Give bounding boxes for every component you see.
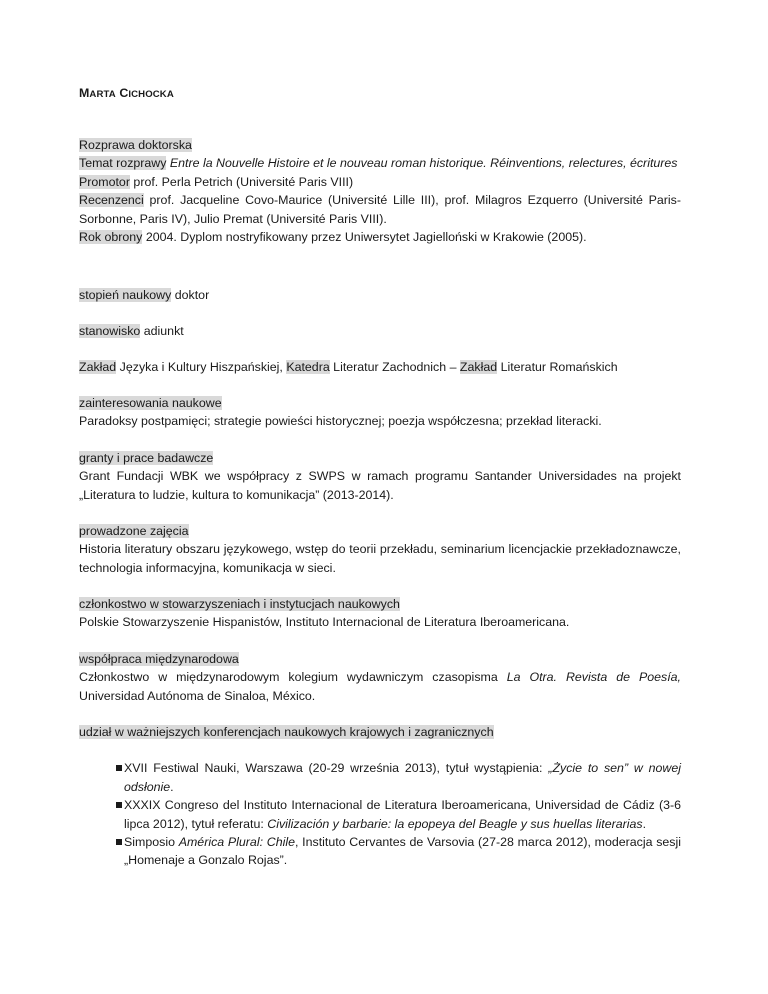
name-rest: ARTA — [89, 89, 116, 100]
conference-text: XXXIX Congreso del Instituto Internacional de Literatura Iberoamericana, Universidad de Cádiz (3-6 lipca 2012), tytuł referatu: — [124, 798, 681, 831]
defense-label: Rok obrony — [79, 230, 143, 245]
dissertation-section — [79, 136, 681, 246]
interests-text: Paradoksy postpamięci; strategie powieści historycznej; poezja współczesna; przekład literacki. — [79, 414, 602, 429]
reviewers-value: prof. Jacqueline Covo-Maurice (Université Lille III), prof. Milagros Ezquerro (Université Paris-Sorbonne, Paris IV), Julio Premat (Université Paris VIII). — [79, 193, 681, 226]
interests-section — [79, 394, 681, 431]
promotor-label: Promotor — [79, 174, 130, 189]
bullet-icon — [116, 765, 122, 771]
reviewers-label: Recenzenci — [79, 193, 144, 208]
conference-text: XVII Festiwal Nauki, Warszawa (20-29 września 2013), tytuł wystąpienia: — [124, 761, 543, 776]
classes-section — [79, 522, 681, 577]
surname-initial: C — [119, 86, 129, 100]
conference-title: Civilización y barbarie: la epopeya del Beagle y sus huellas literarias — [267, 816, 643, 831]
dissertation-heading: Rozprawa doktorska — [79, 138, 192, 152]
conference-item — [79, 759, 681, 796]
topic-value: Entre la Nouvelle Histoire et le nouveau roman historique. Réinventions, relectures, écritures — [169, 156, 678, 171]
degree-value: doktor — [174, 288, 210, 302]
conference-item — [79, 796, 681, 833]
cooperation-text-after: Universidad Autónoma de Sinaloa, México. — [79, 688, 316, 703]
topic-label: Temat rozprawy — [79, 156, 167, 171]
cooperation-heading: współpraca międzynarodowa — [79, 652, 239, 666]
unit-label-1: Zakład — [79, 360, 117, 374]
interests-heading: zainteresowania naukowe — [79, 396, 222, 410]
conferences-section — [79, 723, 681, 870]
classes-heading: prowadzone zajęcia — [79, 524, 189, 538]
conferences-heading: udział w ważniejszych konferencjach naukowych krajowych i zagranicznych — [79, 725, 494, 739]
bullet-icon — [116, 839, 122, 845]
grants-heading: granty i prace badawcze — [79, 451, 214, 465]
grants-text: Grant Fundacji WBK we współpracy z SWPS w ramach programu Santander Universidades na projekt „Literatura to ludzie, kultura to komunikacja” (2013-2014). — [79, 469, 681, 502]
grants-section — [79, 449, 681, 504]
name-initial: M — [79, 86, 90, 100]
memberships-text: Polskie Stowarzyszenie Hispanistów, Instituto Internacional de Literatura Iberoamericana. — [79, 615, 570, 630]
conference-pre: Simposio — [124, 835, 175, 850]
conference-tail: . — [170, 779, 174, 794]
surname-rest: ICHOCKA — [128, 89, 174, 100]
position-label: stanowisko — [79, 324, 141, 338]
degree-label: stopień naukowy — [79, 288, 172, 302]
degree-line — [79, 286, 681, 304]
position-value: adiunkt — [143, 324, 184, 338]
unit-text-3: Literatur Romańskich — [500, 360, 618, 374]
promotor-value: prof. Perla Petrich (Université Paris VIII) — [133, 174, 354, 189]
memberships-heading: członkostwo w stowarzyszeniach i instytucjach naukowych — [79, 597, 400, 611]
position-line — [79, 322, 681, 340]
memberships-section — [79, 595, 681, 632]
defense-value: 2004. Dyplom nostryfikowany przez Uniwersytet Jagielloński w Krakowie (2005). — [145, 230, 587, 245]
bullet-icon — [116, 802, 122, 808]
conference-title: „Życie to sen” w nowej odsłonie — [124, 761, 681, 794]
conference-item — [79, 833, 681, 870]
unit-label-3: Zakład — [459, 360, 498, 374]
conferences-list — [79, 759, 681, 869]
unit-text-1: Języka i Kultury Hiszpańskiej, — [119, 360, 283, 374]
unit-line — [79, 358, 681, 376]
conference-event-title: América Plural: Chile — [178, 835, 295, 850]
conference-text: , Instituto Cervantes de Varsovia (27-28 marca 2012), moderacja sesji „Homenaje a Gonzalo Rojas”. — [124, 835, 682, 868]
unit-label-2: Katedra — [286, 360, 330, 374]
cooperation-journal: La Otra. Revista de Poesía, — [506, 670, 681, 685]
classes-text: Historia literatury obszaru językowego, wstęp do teorii przekładu, seminarium licencjackie przekładoznawcze, technologia informacyjna, komunikacja w sieci. — [79, 542, 681, 575]
unit-text-2: Literatur Zachodnich – — [333, 360, 457, 374]
author-name — [79, 86, 174, 100]
cooperation-text: Członkostwo w międzynarodowym kolegium wydawniczym czasopisma — [79, 670, 498, 685]
conference-tail: . — [642, 816, 647, 831]
cooperation-section — [79, 650, 681, 705]
